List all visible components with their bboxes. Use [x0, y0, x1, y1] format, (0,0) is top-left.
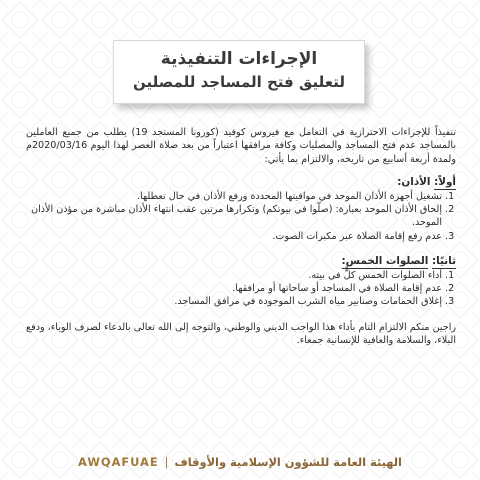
closing-paragraph: راجين منكم الالتزام التام بأداء هذا الواجب الديني والوطني، والتوجه إلى الله تعالى بالدعاء لصرف الوباء، ودفع البلاء، والسلامة والعافية للإنسانية جمعاء.: [26, 321, 456, 347]
section-adhan: [26, 176, 456, 243]
section-adhan-title: الأذان:: [397, 176, 431, 189]
footer-org-name: الهيئة العامة للشؤون الإسلامية والأوقاف: [174, 455, 402, 469]
list-item: 2. عدم إقامة الصلاة في المساجد أو ساحاتها أو مرافقها.: [26, 282, 442, 295]
section-prayers-ordinal: ثانيًا:: [431, 255, 456, 268]
list-item: 1. تشغيل أجهزة الأذان الموحد في مواقيتها المحددة ورفع الأذان في حال تعطلها.: [26, 190, 442, 203]
section-adhan-ordinal: أولاً:: [434, 176, 456, 189]
title-box: [113, 40, 365, 104]
prayers-list: [26, 269, 456, 309]
page-subtitle: لتعليق فتح المساجد للمصلين: [133, 73, 345, 91]
list-item: 3. عدم رفع إقامة الصلاة عبر مكبرات الصوت.: [26, 230, 442, 243]
list-item: 3. إغلاق الحمامات وصنابير مياه الشرب الموجودة في مرافق المساجد.: [26, 295, 442, 308]
footer-brand: AWQAFUAE: [78, 455, 159, 469]
adhan-list: [26, 190, 456, 244]
page-title: الإجراءات التنفيذية: [160, 49, 318, 69]
list-item: 1. أداء الصلوات الخمس كلٌّ في بيته.: [26, 269, 442, 282]
section-prayers-title: الصلوات الخمس:: [341, 255, 429, 268]
intro-paragraph: تنفيذاً للإجراءات الاحترازية في التعامل مع فيروس كوفيد (كورونا المستجد 19) يطلب من جميع العاملين بالمساجد عدم فتح المساجد والمصليات وكافة مرافقها اعتباراً من بعد صلاة العصر لهذا اليوم 2020/03/16م ولمدة أربعة أسابيع من تاريخه، والالتزام بما يأتي:: [26, 127, 456, 165]
footer-separator: |: [164, 455, 169, 469]
footer: [68, 452, 412, 472]
list-item: 2. إلحاق الأذان الموحد بعبارة: (صلّوا في بيوتكم) وتكرارها مرتين عقب انتهاء الأذان مباشرة من مؤذن الأذان الموحد.: [26, 203, 442, 230]
section-prayers-heading: [26, 255, 456, 268]
document-body: [26, 126, 456, 348]
section-adhan-heading: [26, 176, 456, 189]
section-prayers: [26, 255, 456, 309]
